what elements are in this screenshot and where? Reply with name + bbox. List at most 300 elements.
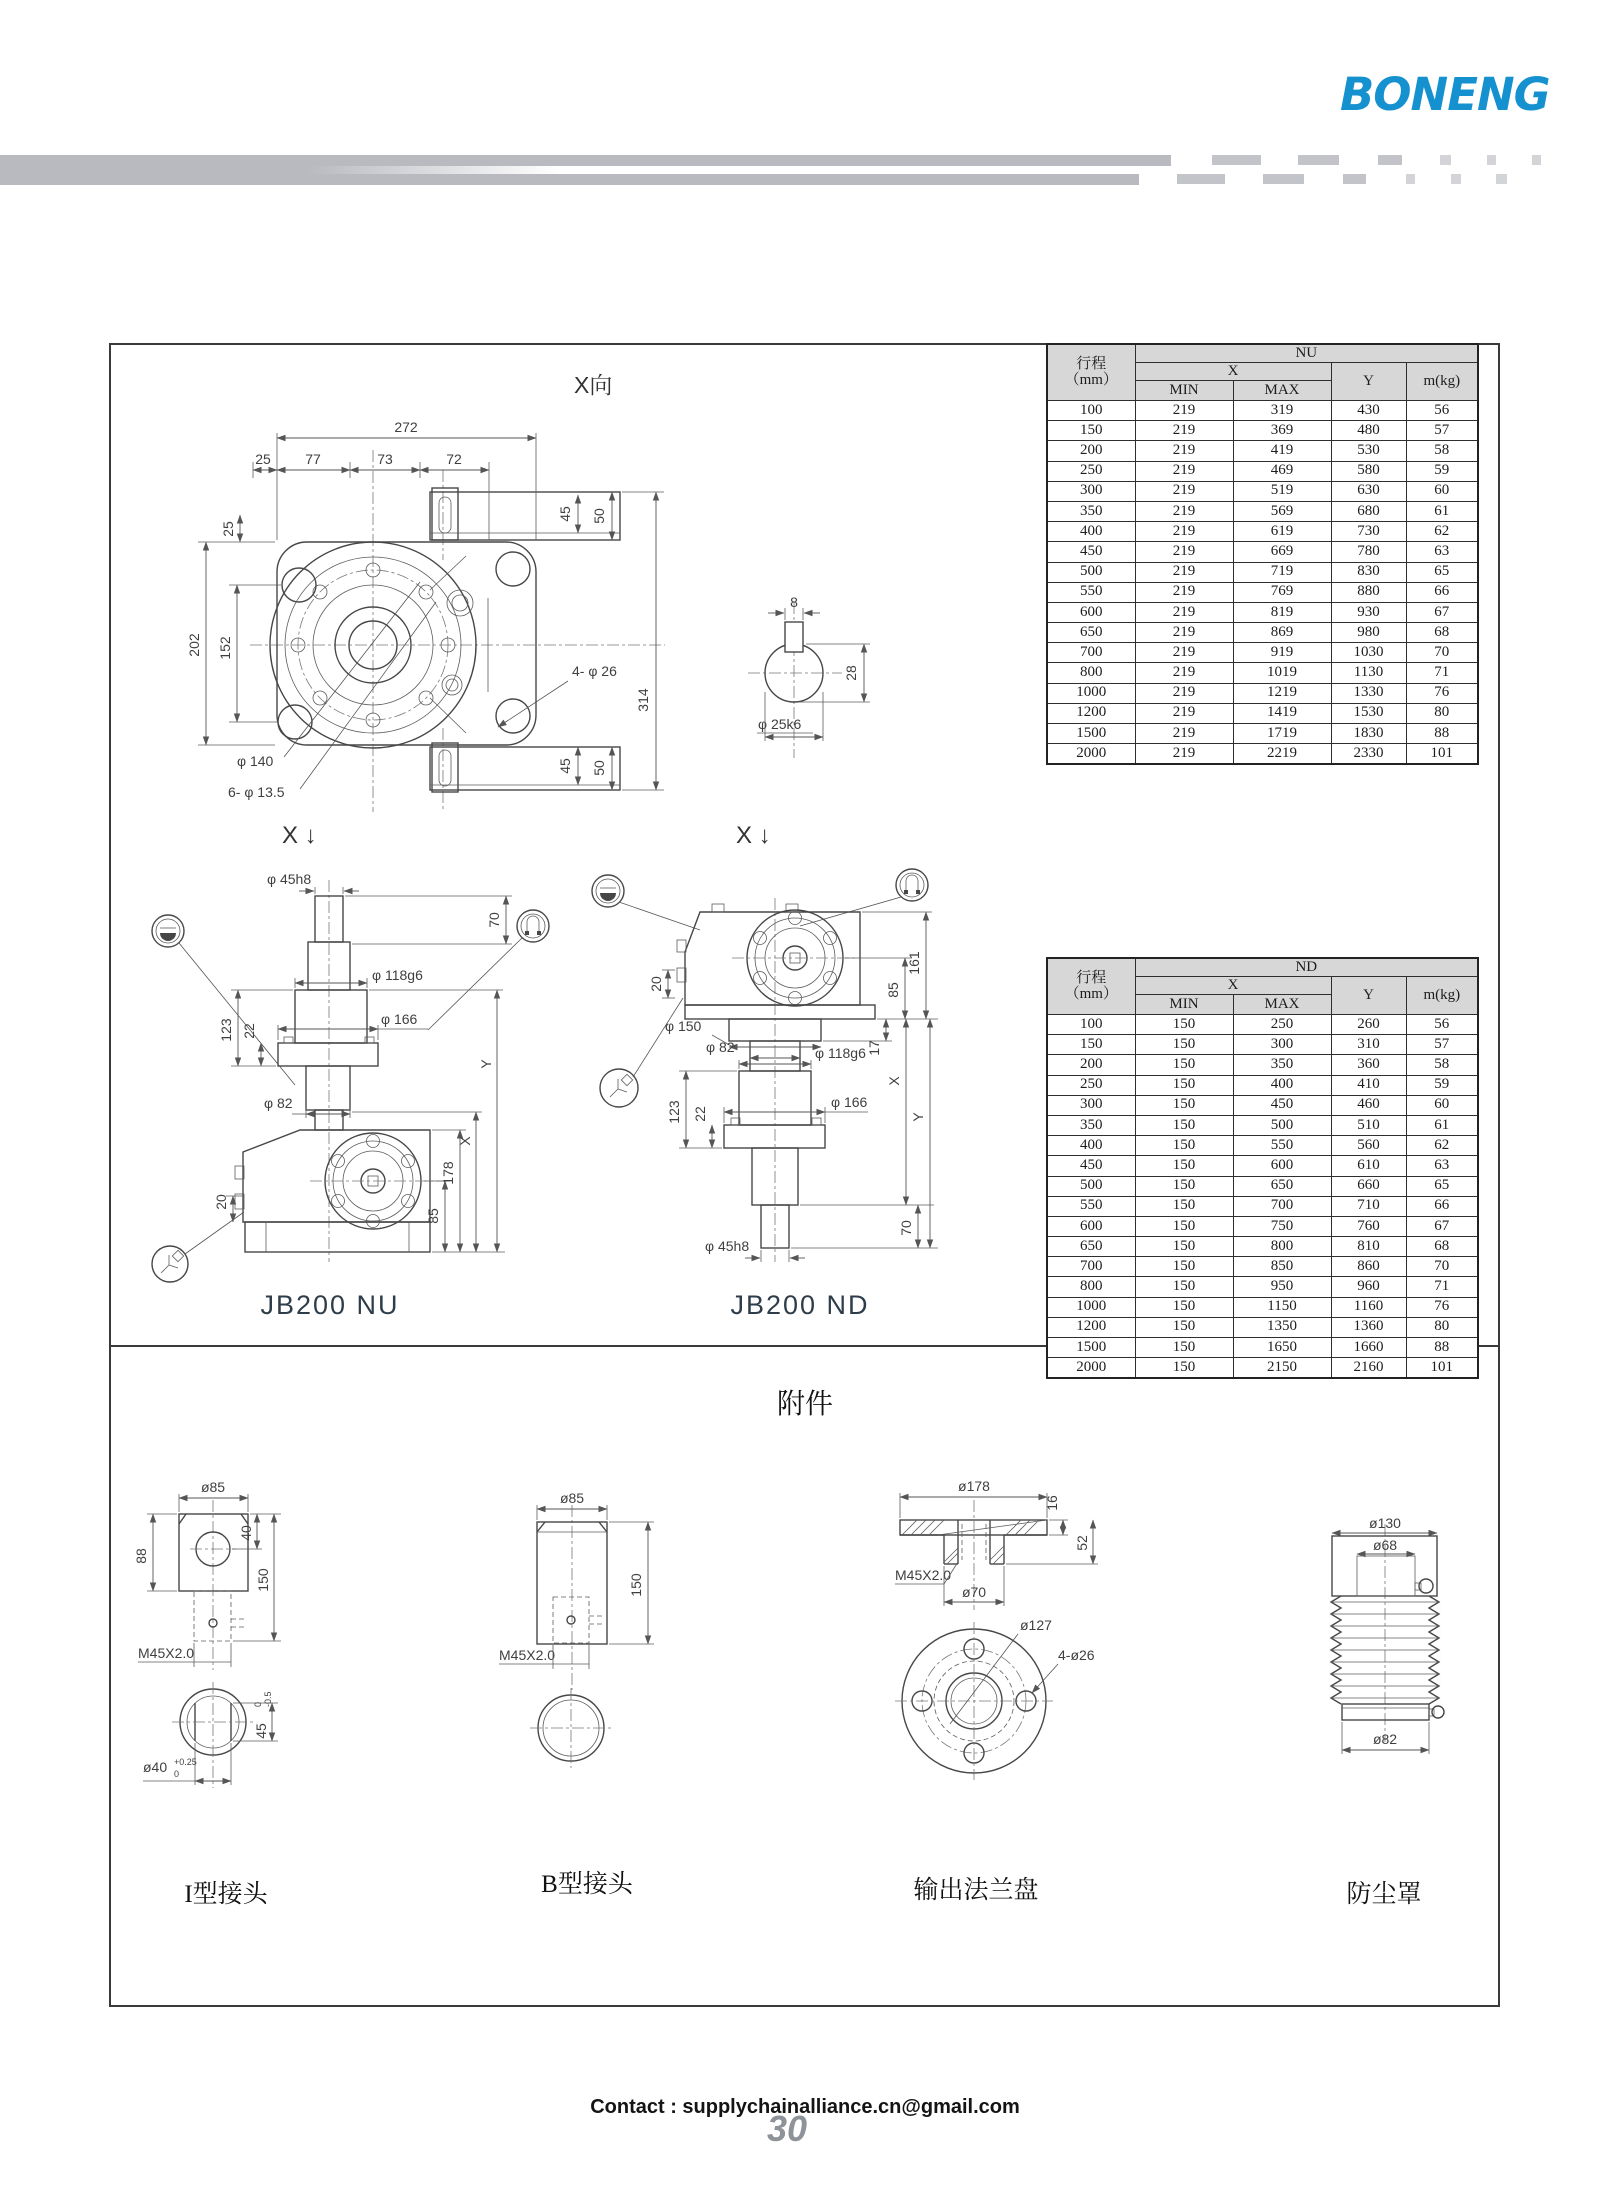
table-cell: 930 [1331,602,1406,622]
table-cell: 700 [1047,643,1135,663]
dim-8: 8 [790,594,798,610]
table-cell: 300 [1233,1035,1331,1055]
thread-m45: M45X2.0 [895,1567,952,1583]
table-cell: 1500 [1047,1338,1135,1358]
table-cell: 2000 [1047,744,1135,765]
header-band-bottom [0,174,1139,185]
dim-22: 22 [241,1023,257,1039]
table-cell: 860 [1331,1257,1406,1277]
dim-phi68: ø68 [1372,1537,1398,1553]
table-cell: 519 [1233,481,1331,501]
table-cell: 219 [1135,522,1233,542]
dim-314: 314 [635,688,651,712]
table-cell: 419 [1233,441,1331,461]
table-cell: 150 [1135,1095,1233,1115]
output-flange-drawing [880,1478,1115,1790]
table-row [1047,724,1478,744]
table-cell: 2000 [1047,1358,1135,1379]
table-cell: 219 [1135,401,1233,421]
table-cell: 1130 [1331,663,1406,683]
table-row [1047,421,1478,441]
nd-stroke-header: 行程 （mm） [1047,958,1135,1015]
table-cell: 400 [1047,522,1135,542]
table-row [1047,1176,1478,1196]
table-cell: 200 [1047,441,1135,461]
table-row [1047,441,1478,461]
table-row [1047,643,1478,663]
table-cell: 150 [1047,421,1135,441]
table-cell: 67 [1406,1216,1478,1236]
table-cell: 250 [1047,1075,1135,1095]
table-row [1047,1075,1478,1095]
table-cell: 810 [1331,1237,1406,1257]
dim-88: 88 [133,1548,149,1564]
nd-table-body [1047,1015,1478,1379]
deco-dash [1177,174,1225,184]
table-row [1047,1237,1478,1257]
nu-table-body [1047,401,1478,765]
dim-4xphi26: 4- φ 26 [572,663,617,679]
dim-phi118g6: φ 118g6 [372,967,423,983]
dim-20: 20 [648,976,664,992]
table-cell: 450 [1047,1156,1135,1176]
table-cell: 219 [1135,421,1233,441]
table-cell: 60 [1406,1095,1478,1115]
dim-72: 72 [446,451,462,467]
table-cell: 65 [1406,1176,1478,1196]
table-cell: 150 [1135,1196,1233,1216]
nd-min-header: MIN [1135,995,1233,1015]
table-cell: 400 [1233,1075,1331,1095]
dim-152: 152 [217,636,233,660]
table-cell: 150 [1135,1035,1233,1055]
table-cell: 469 [1233,461,1331,481]
table-cell: 219 [1135,744,1233,765]
table-cell: 350 [1047,1115,1135,1135]
table-cell: 88 [1406,1338,1478,1358]
table-cell: 850 [1233,1257,1331,1277]
table-cell: 350 [1233,1055,1331,1075]
nu-group-header: NU [1135,344,1478,363]
table-row [1047,562,1478,582]
dim-phi118g6: φ 118g6 [815,1045,866,1061]
table-row [1047,501,1478,521]
table-row [1047,683,1478,703]
table-cell: 200 [1047,1055,1135,1075]
table-cell: 1650 [1233,1338,1331,1358]
deco-dash [1440,155,1451,165]
table-cell: 219 [1135,481,1233,501]
table-cell: 2160 [1331,1358,1406,1379]
table-row [1047,1196,1478,1216]
table-cell: 750 [1233,1216,1331,1236]
table-cell: 550 [1233,1136,1331,1156]
table-cell: 530 [1331,441,1406,461]
table-cell: 500 [1233,1115,1331,1135]
table-row [1047,542,1478,562]
table-cell: 619 [1233,522,1331,542]
table-cell: 1150 [1233,1297,1331,1317]
table-cell: 1030 [1331,643,1406,663]
table-cell: 680 [1331,501,1406,521]
table-cell: 410 [1331,1075,1406,1095]
table-cell: 830 [1331,562,1406,582]
deco-dash [1378,155,1402,165]
table-cell: 150 [1135,1358,1233,1379]
table-cell: 100 [1047,1015,1135,1035]
table-cell: 560 [1331,1136,1406,1156]
dim-phi85: ø85 [200,1479,226,1495]
table-cell: 2330 [1331,744,1406,765]
vent-plug-icon [517,910,549,942]
deco-dash [1487,155,1496,165]
table-cell: 550 [1047,582,1135,602]
table-cell: 66 [1406,582,1478,602]
deco-dash [1298,155,1339,165]
table-cell: 57 [1406,1035,1478,1055]
dim-6xphi13-5: 6- φ 13.5 [228,784,285,800]
nu-x-header: X [1135,363,1331,381]
nd-x-header: X [1135,977,1331,995]
table-cell: 62 [1406,522,1478,542]
dim-4xphi26: 4-ø26 [1058,1647,1095,1663]
deco-dash [1406,174,1415,184]
table-cell: 1000 [1047,683,1135,703]
table-cell: 88 [1406,724,1478,744]
nu-min-header: MIN [1135,381,1233,401]
nd-spec-table [1046,957,1479,1379]
table-cell: 56 [1406,1015,1478,1035]
table-cell: 250 [1233,1015,1331,1035]
dim-45-bottom: 45 [557,758,573,774]
dim-45-top: 45 [557,506,573,522]
x-direction-label-nu: X ↓ [282,822,317,849]
dim-phi178: ø178 [958,1478,990,1494]
table-cell: 219 [1135,582,1233,602]
table-row [1047,582,1478,602]
dim-phi85: ø85 [559,1490,585,1506]
table-cell: 68 [1406,623,1478,643]
nd-max-header: MAX [1233,995,1331,1015]
table-row [1047,1297,1478,1317]
nd-group-header: ND [1135,958,1478,977]
dim-phi82: ø82 [1372,1731,1398,1747]
table-cell: 950 [1233,1277,1331,1297]
dim-50-top: 50 [591,508,607,524]
dim-40: 40 [238,1525,254,1541]
deco-dash [1343,174,1366,184]
table-cell: 67 [1406,602,1478,622]
table-cell: 550 [1047,1196,1135,1216]
table-cell: 450 [1233,1095,1331,1115]
dim-phi45h8: φ 45h8 [705,1238,750,1254]
table-cell: 650 [1047,1237,1135,1257]
table-cell: 919 [1233,643,1331,663]
dim-150: 150 [628,1573,644,1597]
table-cell: 150 [1135,1237,1233,1257]
table-cell: 58 [1406,1055,1478,1075]
table-cell: 150 [1135,1055,1233,1075]
nu-stroke-header: 行程 （mm） [1047,344,1135,401]
table-cell: 219 [1135,542,1233,562]
table-cell: 819 [1233,602,1331,622]
table-cell: 1500 [1047,724,1135,744]
table-cell: 1360 [1331,1317,1406,1337]
dim-x: X [457,1136,473,1146]
dim-123: 123 [218,1018,234,1042]
table-row [1047,1317,1478,1337]
table-cell: 800 [1233,1237,1331,1257]
dim-85: 85 [425,1208,441,1224]
thread-m45: M45X2.0 [499,1647,556,1663]
dim-phi45h8: φ 45h8 [267,871,312,887]
table-cell: 1200 [1047,1317,1135,1337]
table-cell: 76 [1406,1297,1478,1317]
dim-phi166: φ 166 [381,1011,418,1027]
table-cell: 150 [1047,1035,1135,1055]
accessories-section-title: 附件 [776,1389,833,1420]
nu-y-header: Y [1331,363,1406,401]
front-view-drawing [140,355,740,880]
table-cell: 61 [1406,501,1478,521]
page-number: 30 [766,2108,808,2149]
table-cell: 1350 [1233,1317,1331,1337]
dim-28: 28 [843,665,859,681]
table-cell: 150 [1135,1257,1233,1277]
table-row [1047,481,1478,501]
table-cell: 1719 [1233,724,1331,744]
dim-16: 16 [1044,1495,1060,1511]
table-cell: 219 [1135,461,1233,481]
table-cell: 719 [1233,562,1331,582]
table-cell: 600 [1047,602,1135,622]
nd-y-header: Y [1331,977,1406,1015]
table-row [1047,522,1478,542]
table-cell: 880 [1331,582,1406,602]
table-cell: 150 [1135,1216,1233,1236]
table-cell: 219 [1135,602,1233,622]
dim-phi70: ø70 [961,1584,987,1600]
dim-phi40: ø40 [143,1759,168,1775]
table-cell: 60 [1406,481,1478,501]
table-cell: 71 [1406,663,1478,683]
dim-123: 123 [666,1100,682,1124]
dim-y: Y [478,1059,494,1069]
table-row [1047,623,1478,643]
table-cell: 101 [1406,1358,1478,1379]
dim-45: 45 [253,1723,269,1739]
table-cell: 62 [1406,1136,1478,1156]
contact-email: Contact : supplychainalliance.cn@gmail.com [590,2096,1020,2118]
input-shaft-section-drawing [730,590,1000,790]
table-cell: 150 [1135,1338,1233,1358]
table-row [1047,703,1478,723]
table-cell: 58 [1406,441,1478,461]
dim-phi150: φ 150 [665,1018,702,1034]
table-cell: 1830 [1331,724,1406,744]
table-cell: 600 [1047,1216,1135,1236]
dim-25-left: 25 [220,521,236,537]
table-cell: 360 [1331,1055,1406,1075]
deco-dash [1263,174,1304,184]
jb200-nu-drawing [145,868,620,1330]
table-cell: 630 [1331,481,1406,501]
table-cell: 1219 [1233,683,1331,703]
table-cell: 800 [1047,1277,1135,1297]
deco-dash [1532,155,1541,165]
table-cell: 580 [1331,461,1406,481]
table-row [1047,1055,1478,1075]
table-cell: 760 [1331,1216,1406,1236]
table-cell: 80 [1406,703,1478,723]
dim-phi140: φ 140 [237,753,274,769]
table-cell: 150 [1135,1277,1233,1297]
table-cell: 219 [1135,623,1233,643]
table-cell: 2219 [1233,744,1331,765]
table-cell: 310 [1331,1035,1406,1055]
table-cell: 65 [1406,562,1478,582]
table-cell: 980 [1331,623,1406,643]
table-cell: 260 [1331,1015,1406,1035]
table-cell: 2150 [1233,1358,1331,1379]
oil-cup-icon [152,915,184,947]
dim-phi127: ø127 [1020,1617,1052,1633]
table-cell: 480 [1331,421,1406,441]
table-cell: 300 [1047,1095,1135,1115]
dim-70: 70 [898,1220,914,1236]
table-cell: 780 [1331,542,1406,562]
table-row [1047,602,1478,622]
table-cell: 66 [1406,1196,1478,1216]
table-cell: 700 [1233,1196,1331,1216]
dim-272: 272 [394,419,418,435]
table-cell: 500 [1047,1176,1135,1196]
table-cell: 219 [1135,703,1233,723]
nu-spec-table [1046,343,1479,765]
table-cell: 76 [1406,683,1478,703]
dim-73: 73 [377,451,393,467]
table-cell: 68 [1406,1237,1478,1257]
table-cell: 150 [1135,1297,1233,1317]
table-cell: 1330 [1331,683,1406,703]
table-cell: 1160 [1331,1297,1406,1317]
table-row [1047,1095,1478,1115]
deco-dash [1496,174,1507,184]
output-flange-caption: 输出法兰盘 [913,1877,1039,1904]
table-cell: 63 [1406,542,1478,562]
table-cell: 100 [1047,401,1135,421]
table-cell: 219 [1135,441,1233,461]
table-cell: 660 [1331,1176,1406,1196]
table-cell: 219 [1135,683,1233,703]
table-cell: 150 [1135,1136,1233,1156]
dim-25a: 25 [255,451,271,467]
table-row [1047,1277,1478,1297]
table-cell: 650 [1047,623,1135,643]
nd-m-header: m(kg) [1406,977,1478,1015]
dim-45-tol-lower: -0.5 [263,1691,273,1707]
table-row [1047,1035,1478,1055]
table-cell: 510 [1331,1115,1406,1135]
table-cell: 500 [1047,562,1135,582]
table-cell: 63 [1406,1156,1478,1176]
dim-phi82: φ 82 [264,1095,293,1111]
dim-161: 161 [906,951,922,975]
dim-22: 22 [692,1106,708,1122]
table-cell: 319 [1233,401,1331,421]
table-cell: 150 [1135,1317,1233,1337]
front-view-label: X向 [574,372,613,398]
dim-70: 70 [486,912,502,928]
table-row [1047,1358,1478,1379]
table-cell: 150 [1135,1015,1233,1035]
table-cell: 101 [1406,744,1478,765]
deco-dash [1451,174,1461,184]
table-cell: 250 [1047,461,1135,481]
boneng-logo: BONENG [1340,68,1550,121]
table-cell: 219 [1135,643,1233,663]
table-cell: 1660 [1331,1338,1406,1358]
dim-phi40-tol-lower: 0 [174,1769,180,1779]
table-cell: 61 [1406,1115,1478,1135]
nu-max-header: MAX [1233,381,1331,401]
i-joint-drawing [130,1478,310,1798]
table-row [1047,1015,1478,1035]
dim-50-bottom: 50 [591,760,607,776]
table-cell: 460 [1331,1095,1406,1115]
table-cell: 59 [1406,1075,1478,1095]
dust-cover-drawing [1318,1505,1453,1765]
table-row [1047,663,1478,683]
table-cell: 1419 [1233,703,1331,723]
header-band-joint [0,165,560,175]
table-row [1047,1136,1478,1156]
table-cell: 800 [1047,663,1135,683]
table-cell: 150 [1135,1176,1233,1196]
jb200-nd-title: JB200 ND [730,1290,870,1320]
table-cell: 450 [1047,542,1135,562]
table-cell: 610 [1331,1156,1406,1176]
b-joint-drawing [495,1478,680,1790]
table-cell: 1530 [1331,703,1406,723]
table-cell: 80 [1406,1317,1478,1337]
table-cell: 1000 [1047,1297,1135,1317]
table-cell: 600 [1233,1156,1331,1176]
dust-cover-caption: 防尘罩 [1346,1881,1422,1908]
x-direction-label-nd: X ↓ [736,822,771,849]
dim-52: 52 [1074,1535,1090,1551]
table-cell: 669 [1233,542,1331,562]
table-row [1047,461,1478,481]
table-cell: 650 [1233,1176,1331,1196]
table-cell: 430 [1331,401,1406,421]
i-joint-caption: I型接头 [184,1881,268,1908]
table-row [1047,401,1478,421]
table-cell: 369 [1233,421,1331,441]
table-cell: 300 [1047,481,1135,501]
table-cell: 769 [1233,582,1331,602]
grease-wrench-icon [600,1069,638,1107]
dim-20: 20 [213,1194,229,1210]
jb200-nd-drawing [585,860,1040,1330]
table-cell: 219 [1135,562,1233,582]
vent-plug-icon [896,869,928,901]
table-cell: 57 [1406,421,1478,441]
table-row [1047,1216,1478,1236]
table-cell: 70 [1406,1257,1478,1277]
b-joint-caption: B型接头 [541,1871,633,1898]
table-cell: 150 [1135,1075,1233,1095]
